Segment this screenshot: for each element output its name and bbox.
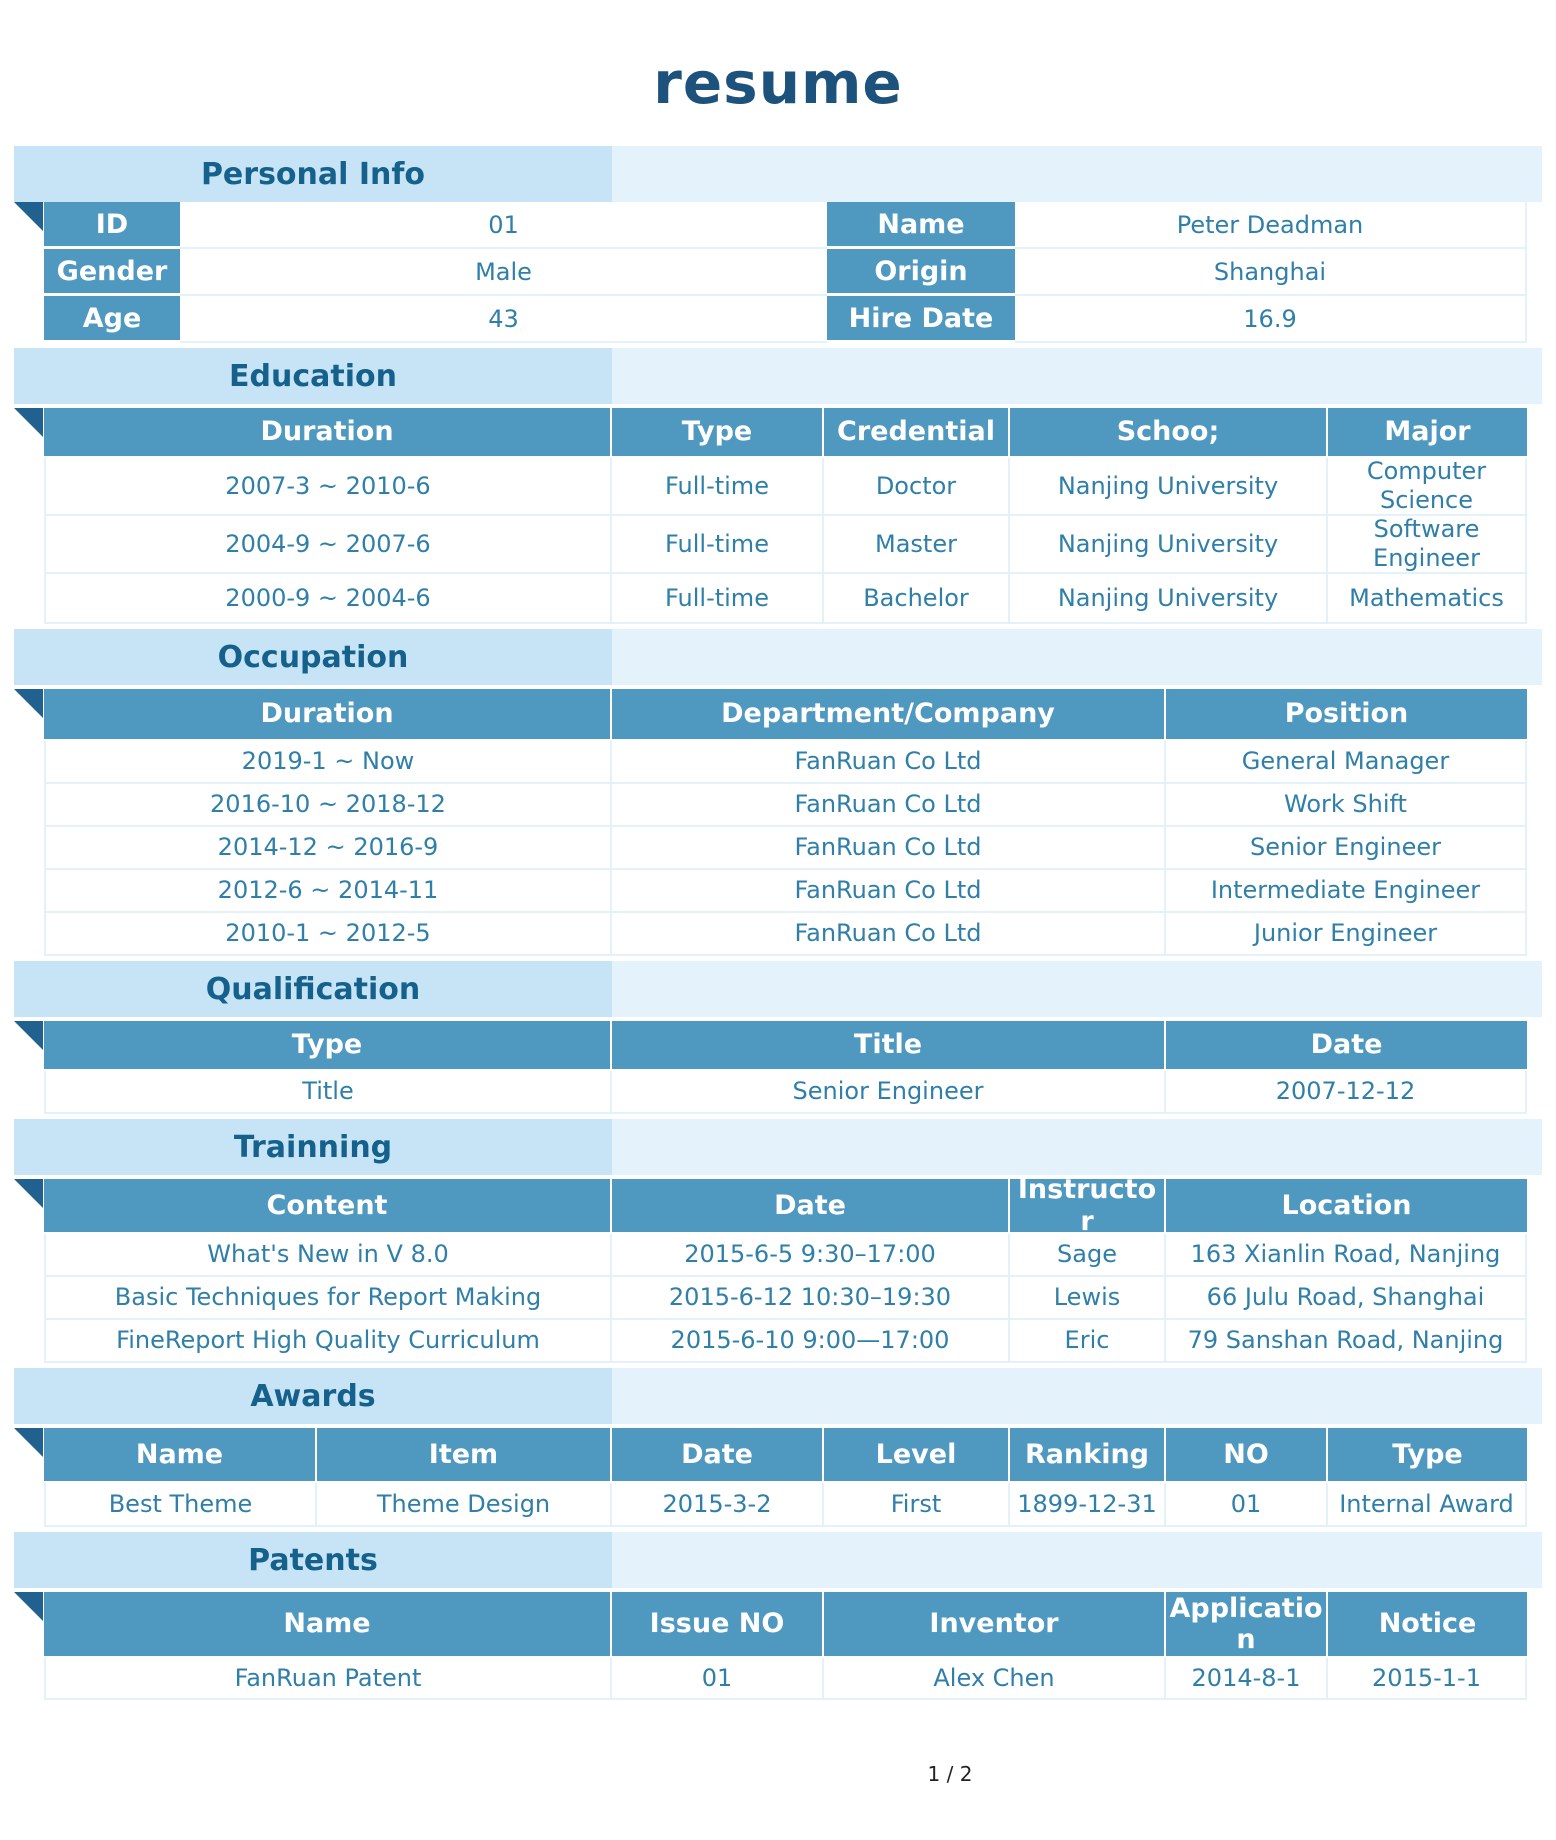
section-header-spacer	[612, 146, 1542, 202]
cell: Title	[44, 1071, 612, 1114]
cell: Computer Science	[1328, 458, 1527, 516]
training-table	[44, 1179, 1527, 1363]
column-header: Item	[317, 1428, 612, 1483]
field-value: 16.9	[1015, 296, 1527, 343]
field-value: 43	[180, 296, 827, 343]
section-header	[14, 1119, 1542, 1175]
cell: 1899-12-31	[1010, 1483, 1166, 1527]
page-title: resume	[653, 49, 903, 117]
cell: 2012-6 ~ 2014-11	[44, 870, 612, 913]
section-header-spacer	[612, 1368, 1542, 1424]
field-value: Male	[180, 249, 827, 296]
field-label: Name	[827, 202, 1015, 249]
cell: First	[824, 1483, 1010, 1527]
cell: Best Theme	[44, 1483, 317, 1527]
cell: 2015-6-5 9:30–17:00	[612, 1234, 1010, 1277]
section-header	[14, 146, 1542, 202]
section-training	[0, 1119, 1556, 1363]
cell: Basic Techniques for Report Making	[44, 1277, 612, 1320]
cell: Junior Engineer	[1166, 913, 1527, 956]
cell: FanRuan Co Ltd	[612, 913, 1166, 956]
corner-triangle-icon	[14, 689, 43, 718]
field-label: Gender	[44, 249, 180, 296]
column-header: Application	[1166, 1592, 1328, 1658]
cell: Theme Design	[317, 1483, 612, 1527]
column-header: Date	[612, 1428, 824, 1483]
section-header	[14, 961, 1542, 1017]
cell: 2019-1 ~ Now	[44, 741, 612, 784]
cell: Nanjing University	[1010, 458, 1328, 516]
section-occupation	[0, 629, 1556, 956]
column-header: Type	[1328, 1428, 1527, 1483]
cell: 2007-12-12	[1166, 1071, 1527, 1114]
cell: Intermediate Engineer	[1166, 870, 1527, 913]
personal-info-table	[44, 202, 1527, 343]
column-header: Credential	[824, 408, 1010, 458]
section-title-training: Trainning	[14, 1119, 612, 1175]
section-header	[14, 1532, 1542, 1588]
section-header-spacer	[612, 1119, 1542, 1175]
awards-table-wrap	[44, 1428, 1527, 1527]
section-header-spacer	[612, 629, 1542, 685]
cell: FanRuan Co Ltd	[612, 827, 1166, 870]
cell: 66 Julu Road, Shanghai	[1166, 1277, 1527, 1320]
section-title-education: Education	[14, 348, 612, 404]
column-header: Inventor	[824, 1592, 1166, 1658]
field-label: Age	[44, 296, 180, 343]
column-header: Instructor	[1010, 1179, 1166, 1234]
column-header: Type	[612, 408, 824, 458]
cell: 163 Xianlin Road, Nanjing	[1166, 1234, 1527, 1277]
section-qualification	[0, 961, 1556, 1114]
cell: Work Shift	[1166, 784, 1527, 827]
corner-triangle-icon	[14, 1592, 43, 1621]
cell: Lewis	[1010, 1277, 1166, 1320]
section-header-spacer	[612, 961, 1542, 1017]
cell: 01	[612, 1658, 824, 1700]
cell: 01	[1166, 1483, 1328, 1527]
cell: Internal Award	[1328, 1483, 1527, 1527]
section-header	[14, 1368, 1542, 1424]
section-education	[0, 348, 1556, 624]
education-table-wrap	[44, 408, 1527, 624]
cell: Software Engineer	[1328, 516, 1527, 574]
section-header-spacer	[612, 348, 1542, 404]
cell: Nanjing University	[1010, 516, 1328, 574]
cell: Full-time	[612, 516, 824, 574]
cell: Bachelor	[824, 574, 1010, 624]
section-header-spacer	[612, 1532, 1542, 1588]
cell: 2004-9 ~ 2007-6	[44, 516, 612, 574]
section-header	[14, 629, 1542, 685]
personal-info-table-wrap	[44, 202, 1527, 343]
column-header: Type	[44, 1021, 612, 1071]
cell: Eric	[1010, 1320, 1166, 1363]
corner-triangle-icon	[14, 408, 43, 437]
cell: Full-time	[612, 458, 824, 516]
field-value: 01	[180, 202, 827, 249]
cell: Senior Engineer	[1166, 827, 1527, 870]
qualification-table	[44, 1021, 1527, 1114]
column-header: Date	[1166, 1021, 1527, 1071]
column-header: Department/Company	[612, 689, 1166, 741]
column-header: Position	[1166, 689, 1527, 741]
section-title-personal-info: Personal Info	[14, 146, 612, 202]
section-personal-info	[0, 146, 1556, 343]
column-header: Issue NO	[612, 1592, 824, 1658]
column-header: Level	[824, 1428, 1010, 1483]
column-header: Schoo;	[1010, 408, 1328, 458]
column-header: Date	[612, 1179, 1010, 1234]
occupation-table-wrap	[44, 689, 1527, 956]
cell: Nanjing University	[1010, 574, 1328, 624]
column-header: Name	[44, 1592, 612, 1658]
cell: 2000-9 ~ 2004-6	[44, 574, 612, 624]
column-header: Duration	[44, 689, 612, 741]
corner-triangle-icon	[14, 1021, 43, 1050]
field-value: Peter Deadman	[1015, 202, 1527, 249]
section-patents	[0, 1532, 1556, 1700]
section-title-awards: Awards	[14, 1368, 612, 1424]
cell: 2016-10 ~ 2018-12	[44, 784, 612, 827]
cell: General Manager	[1166, 741, 1527, 784]
qualification-table-wrap	[44, 1021, 1527, 1114]
column-header: Content	[44, 1179, 612, 1234]
column-header: Name	[44, 1428, 317, 1483]
field-label: Hire Date	[827, 296, 1015, 343]
cell: FineReport High Quality Curriculum	[44, 1320, 612, 1363]
corner-triangle-icon	[14, 202, 43, 231]
column-header: Notice	[1328, 1592, 1527, 1658]
cell: Alex Chen	[824, 1658, 1166, 1700]
column-header: Ranking	[1010, 1428, 1166, 1483]
cell: 79 Sanshan Road, Nanjing	[1166, 1320, 1527, 1363]
cell: 2014-12 ~ 2016-9	[44, 827, 612, 870]
cell: 2015-3-2	[612, 1483, 824, 1527]
section-title-qualification: Qualification	[14, 961, 612, 1017]
section-awards	[0, 1368, 1556, 1527]
column-header: NO	[1166, 1428, 1328, 1483]
column-header: Duration	[44, 408, 612, 458]
page-number: 1 / 2	[927, 1762, 973, 1786]
cell: Master	[824, 516, 1010, 574]
cell: What's New in V 8.0	[44, 1234, 612, 1277]
corner-triangle-icon	[14, 1428, 43, 1457]
field-label: ID	[44, 202, 180, 249]
cell: FanRuan Co Ltd	[612, 870, 1166, 913]
patents-table	[44, 1592, 1527, 1700]
column-header: Location	[1166, 1179, 1527, 1234]
cell: 2014-8-1	[1166, 1658, 1328, 1700]
cell: FanRuan Co Ltd	[612, 741, 1166, 784]
cell: Full-time	[612, 574, 824, 624]
cell: FanRuan Patent	[44, 1658, 612, 1700]
education-table	[44, 408, 1527, 624]
cell: 2010-1 ~ 2012-5	[44, 913, 612, 956]
cell: Doctor	[824, 458, 1010, 516]
cell: 2015-6-12 10:30–19:30	[612, 1277, 1010, 1320]
field-value: Shanghai	[1015, 249, 1527, 296]
awards-table	[44, 1428, 1527, 1527]
section-title-occupation: Occupation	[14, 629, 612, 685]
column-header: Title	[612, 1021, 1166, 1071]
occupation-table	[44, 689, 1527, 956]
field-label: Origin	[827, 249, 1015, 296]
section-header	[14, 348, 1542, 404]
cell: Senior Engineer	[612, 1071, 1166, 1114]
corner-triangle-icon	[14, 1179, 43, 1208]
cell: Sage	[1010, 1234, 1166, 1277]
cell: 2015-6-10 9:00—17:00	[612, 1320, 1010, 1363]
cell: FanRuan Co Ltd	[612, 784, 1166, 827]
training-table-wrap	[44, 1179, 1527, 1363]
cell: Mathematics	[1328, 574, 1527, 624]
column-header: Major	[1328, 408, 1527, 458]
cell: 2007-3 ~ 2010-6	[44, 458, 612, 516]
cell: 2015-1-1	[1328, 1658, 1527, 1700]
section-title-patents: Patents	[14, 1532, 612, 1588]
patents-table-wrap	[44, 1592, 1527, 1700]
